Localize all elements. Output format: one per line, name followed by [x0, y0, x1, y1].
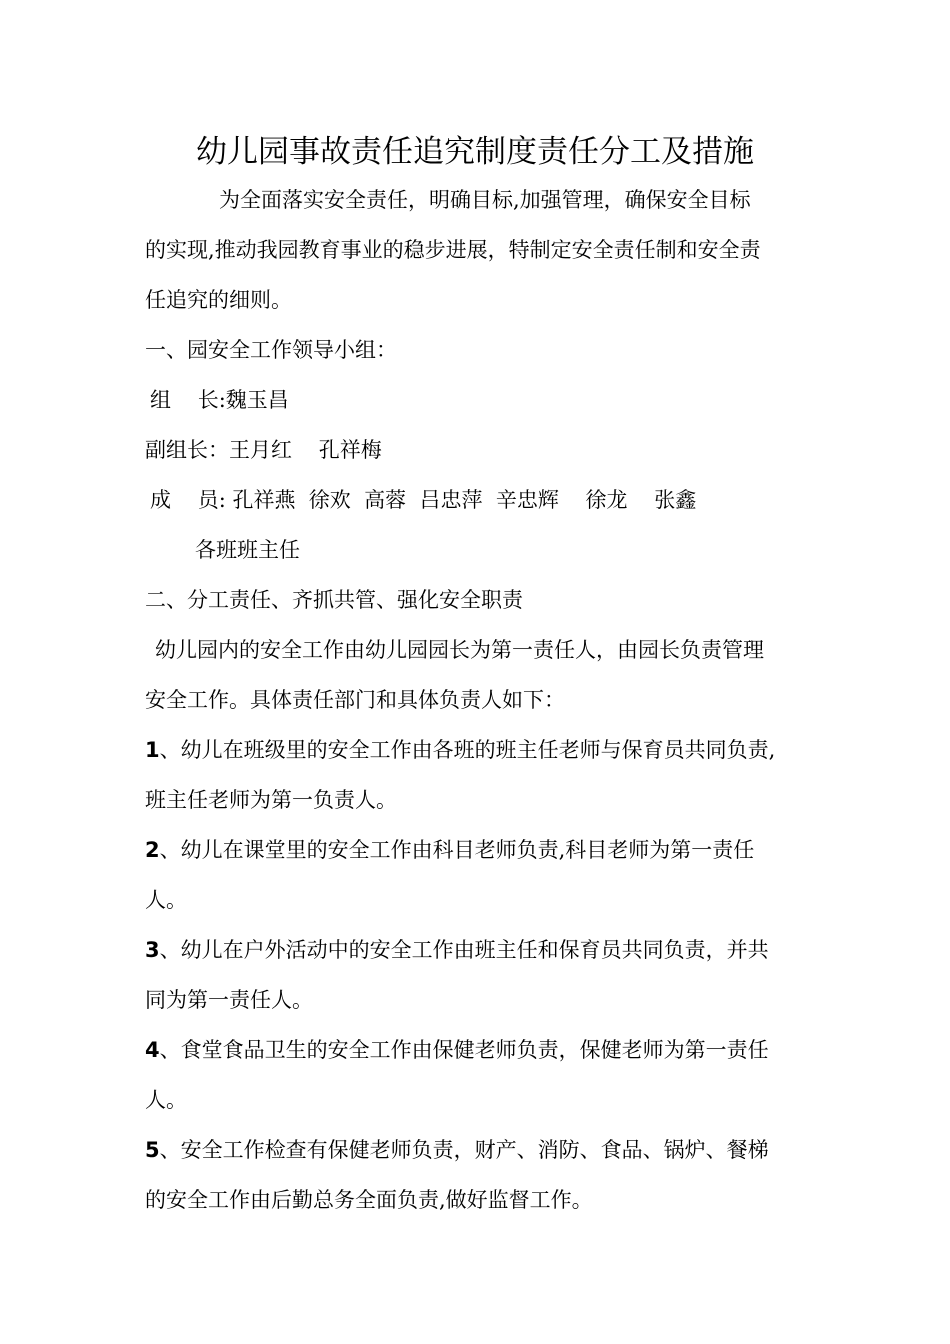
- intro-line: 任追究的细则。: [145, 288, 292, 312]
- group-deputy: 副组长：王月红 孔祥梅: [145, 438, 382, 462]
- group-leader: 组 长:魏玉昌: [150, 388, 289, 412]
- responsibility-item-line: 人。: [145, 888, 187, 912]
- item-text: 、幼儿在课堂里的安全工作由科目老师负责,科目老师为第一责任: [159, 838, 755, 862]
- item-text: 、食堂食品卫生的安全工作由保健老师负责，保健老师为第一责任: [159, 1038, 769, 1062]
- responsibility-item-line: 同为第一责任人。: [145, 988, 313, 1012]
- responsibility-item-line: [145, 729, 810, 779]
- item-number: 3: [145, 938, 160, 962]
- section2-paragraph-line: 安全工作。具体责任部门和具体负责人如下：: [145, 688, 565, 712]
- document-title: 幼儿园事故责任追究制度责任分工及措施: [196, 134, 754, 170]
- section1-heading: 一、园安全工作领导小组：: [145, 338, 397, 362]
- responsibility-item: [145, 929, 810, 1029]
- intro-line: 为全面落实安全责任，明确目标,加强管理，确保安全目标: [219, 188, 751, 212]
- responsibility-item-line: 人。: [145, 1088, 187, 1112]
- item-number: 2: [145, 838, 160, 862]
- section2-paragraph-line: 幼儿园内的安全工作由幼儿园园长为第一责任人，由园长负责管理: [155, 638, 764, 662]
- item-text: 、幼儿在户外活动中的安全工作由班主任和保育员共同负责，并共: [159, 938, 769, 962]
- responsibility-item-line: [145, 829, 810, 879]
- responsibility-item: [145, 829, 810, 929]
- group-members: 成 员: 孔祥燕 徐欢 高蓉 吕忠萍 辛忠辉 徐龙 张鑫: [150, 488, 697, 512]
- responsibility-item-line: [145, 1129, 810, 1179]
- responsibility-item-line: 班主任老师为第一负责人。: [145, 788, 397, 812]
- section2-heading: 二、分工责任、齐抓共管、强化安全职责: [145, 588, 523, 612]
- responsibility-item: [145, 1129, 810, 1229]
- item-text: 、幼儿在班级里的安全工作由各班的班主任老师与保育员共同负责,: [159, 738, 776, 762]
- responsibility-item-line: [145, 1029, 810, 1079]
- responsibility-item: [145, 1029, 810, 1129]
- intro-line: 的实现,推动我园教育事业的稳步进展，特制定安全责任制和安全责: [145, 238, 761, 262]
- document-body: [145, 179, 810, 1229]
- item-number: 4: [145, 1038, 160, 1062]
- responsibility-item-line: [145, 929, 810, 979]
- group-members-continued: 各班班主任: [195, 538, 300, 562]
- responsibility-item: [145, 729, 810, 829]
- item-text: 、安全工作检查有保健老师负责，财产、消防、食品、锅炉、餐梯: [159, 1138, 769, 1162]
- item-number: 1: [145, 738, 160, 762]
- item-number: 5: [145, 1138, 160, 1162]
- responsibility-item-line: 的安全工作由后勤总务全面负责,做好监督工作。: [145, 1188, 593, 1212]
